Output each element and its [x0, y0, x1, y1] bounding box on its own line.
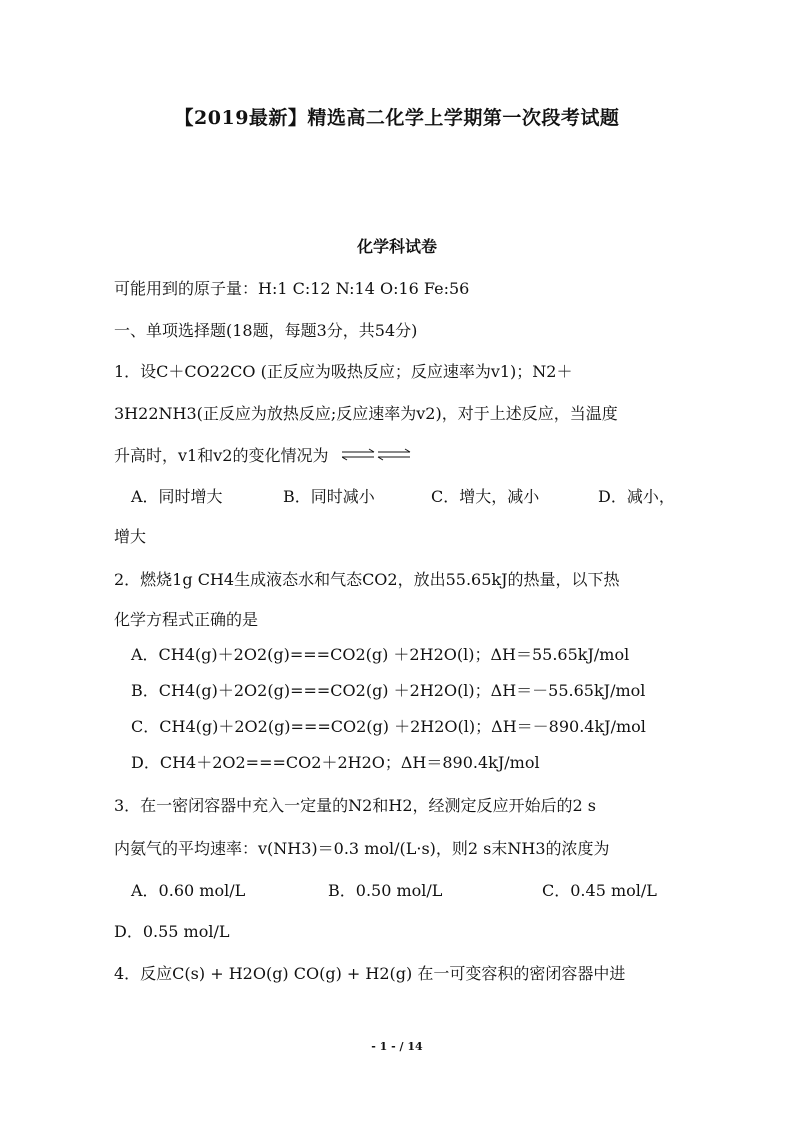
q1-line-3-text: 升高时，v1和v2的变化情况为	[114, 446, 329, 465]
q4-line-1: 4．反应C(s) + H2O(g) CO(g) + H2(g) 在一可变容积的密闭容器中进	[114, 964, 626, 983]
atomic-masses: 可能用到的原子量：H:1 C:12 N:14 O:16 Fe:56	[114, 279, 470, 298]
q3-line-1: 3．在一密闭容器中充入一定量的N2和H2，经测定反应开始后的2 s	[114, 796, 596, 815]
q2-option-d: D．CH4＋2O2===CO2＋2H2O；ΔH＝890.4kJ/mol	[131, 753, 540, 772]
q1-option-c: C．增大，减小	[431, 487, 540, 506]
q3-option-b: B．0.50 mol/L	[328, 881, 443, 900]
q1-option-b: B．同时减小	[283, 487, 375, 506]
subtitle: 化学科试卷	[356, 237, 437, 256]
equilibrium-arrows-icon	[342, 447, 412, 466]
q3-option-a: A．0.60 mol/L	[131, 881, 246, 900]
q3-line-2: 内氨气的平均速率：v(NH3)＝0.3 mol/(L·s)，则2 s末NH3的浓度为	[114, 839, 610, 858]
q3-option-d: D．0.55 mol/L	[114, 922, 230, 941]
q1-line-3	[114, 443, 412, 466]
q1-line-2: 3H22NH3(正反应为放热反应;反应速率为v2)，对于上述反应，当温度	[114, 404, 618, 423]
q2-line-2: 化学方程式正确的是	[114, 610, 259, 629]
q1-option-d-overflow: 增大	[114, 527, 147, 546]
section-heading: 一、单项选择题(18题，每题3分，共54分)	[114, 321, 418, 340]
q2-line-1: 2．燃烧1g CH4生成液态水和气态CO2，放出55.65kJ的热量，以下热	[114, 570, 620, 589]
q2-option-b: B．CH4(g)＋2O2(g)===CO2(g) ＋2H2O(l)；ΔH＝－55.65kJ/mol	[131, 681, 646, 700]
q1-option-a: A．同时增大	[131, 487, 223, 506]
q2-option-c: C．CH4(g)＋2O2(g)===CO2(g) ＋2H2O(l)；ΔH＝－890.4kJ/mol	[131, 717, 646, 736]
page-footer: - 1 - / 14	[371, 1040, 423, 1053]
q2-option-a: A．CH4(g)＋2O2(g)===CO2(g) ＋2H2O(l)；ΔH＝55.65kJ/mol	[131, 645, 630, 664]
q1-option-d: D．减小，	[598, 487, 675, 506]
q3-option-c: C．0.45 mol/L	[542, 881, 657, 900]
page-title: 【2019最新】精选高二化学上学期第一次段考试题	[174, 107, 620, 129]
q1-line-1: 1．设C＋CO22CO (正反应为吸热反应；反应速率为v1)；N2＋	[114, 362, 573, 381]
